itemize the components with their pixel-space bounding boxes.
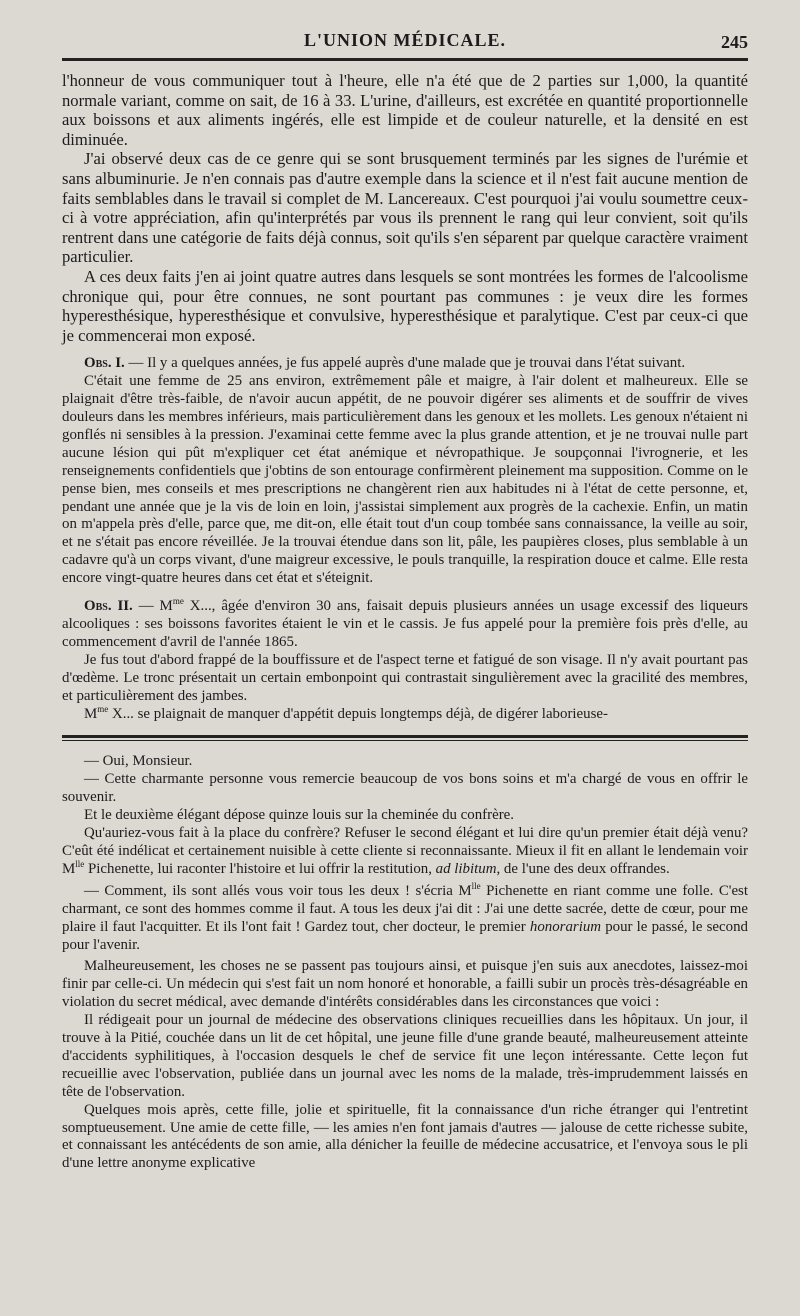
main-paragraph-3: A ces deux faits j'en ai joint quatre autres dans lesquels se sont montrées les formes de l'alcoolisme chronique qui, pour être connues, ne sont pourtant pas communes : je veux dire les formes hyperesthésique, hyperesthésique et convulsive, hyperesthésique et paralytique. C'est par ceux-ci que je commencerai mon exposé. [62, 266, 748, 345]
obs2-last-b: X... se plaignait de manquer d'appétit depuis longtemps déjà, de digérer laborieuse- [108, 705, 608, 722]
feuilleton-p4-b: Pichenette, lui raconter l'histoire et lui offrir la restitution, [84, 860, 436, 877]
feuilleton-p5-c: pour le passé, le second pour l'avenir. [62, 918, 748, 953]
observations [62, 355, 748, 723]
feuilleton-p7: Il rédigeait pour un journal de médecine des observations cliniques recueillies dans les hôpitaux. Un jour, il trouve à la Pitié, couchée dans un lit de cet hôpital, une jeune fille d'une grande beauté, malheureusement atteinte d'accidents syphilitiques, à l'occasion desquels le chef de service fit une leçon intéressante. Cette leçon fut recueillie avec l'observation, publiée dans un journal avec les noms de la malade, très-imprudemment laissés en tête de l'observation. [62, 1012, 748, 1100]
obs2-last-a: M [84, 705, 98, 722]
obs2-text-b: X..., âgée d'environ 30 ans, faisait depuis plusieurs années un usage excessif des liqueurs alcooliques : ses boissons favorites étaient le vin et le cassis. Je fus appelé pour la première fois près d'elle, au commencement d'avril de l'année 1865. [62, 598, 749, 650]
feuilleton-section [62, 753, 748, 1173]
page-number: 245 [721, 32, 748, 52]
obs2-label: Obs. II. [84, 598, 133, 615]
main-article [62, 71, 748, 345]
obs2-body: Je fus tout d'abord frappé de la bouffissure et de l'aspect terne et fatigué de son visage. Il n'y avait pourtant pas d'œdème. Le tronc présentait un certain embonpoint qui contrastait singulièrement avec la gracilité des membres, et particulièrement des jambes. [62, 651, 748, 704]
main-paragraph-1: l'honneur de vous communiquer tout à l'heure, elle n'a été que de 2 parties sur 1,000, la quantité normale variant, comme on sait, de 16 à 33. L'urine, d'ailleurs, est excrétée en quantité proportionnelle aux boissons et aux aliments ingérés, elle est limpide et de couleur naturelle, et la densité en est diminuée. [62, 71, 748, 149]
feuilleton-p5-sup: lle [471, 880, 481, 891]
feuilleton-p5-a: — Comment, ils sont allés vous voir tous les deux ! s'écria M [84, 882, 472, 899]
feuilleton-p8: Quelques mois après, cette fille, jolie et spirituelle, fit la connaissance d'un riche étranger qui l'entretint somptueusement. Une amie de cette fille, — les amies n'en font jamais d'autres — jalouse de cette richesse subite, et connaissant les antécédents de son amie, alla dénicher la feuille de médecine accusatrice, et l'envoya sous le pli d'une lettre anonyme explicative [62, 1101, 748, 1172]
feuilleton-p4-c: , de l'une des deux offrandes. [496, 860, 670, 877]
feuilleton-p1: — Oui, Monsieur. [84, 753, 193, 770]
obs1-label: Obs. I. [84, 355, 125, 372]
obs1-intro-text: — Il y a quelques années, je fus appelé auprès d'une malade que je trouvai dans l'état suivant. [124, 355, 686, 372]
running-title: L'UNION MÉDICALE. [303, 30, 507, 50]
obs2-last [62, 703, 748, 724]
main-paragraph-2: J'ai observé deux cas de ce genre qui se sont brusquement terminés par les signes de l'urémie et sans albuminurie. Je n'en connais pas d'autre exemple dans la science et il n'est fait aucune mention de faits semblables dans le travail si complet de M. Lancereaux. C'est pourquoi j'ai voulu soumettre ceux-ci à votre appréciation, afin qu'interprétés par vous ils prennent le rang qui leur convient, soit qu'ils rentrent dans une catégorie de faits déjà connus, soit qu'ils s'en séparent par quelque caractère vraiment particulier. [62, 149, 748, 267]
obs2-last-sup: me [97, 703, 109, 714]
obs1-body: C'était une femme de 25 ans environ, extrêmement pâle et maigre, à l'air dolent et malheureux. Elle se plaignait d'être très-faible, de n'avoir aucun appétit, de ne pouvoir digérer ses aliments et de souffrir de vives douleurs dans les membres inférieurs, mais particulièrement dans les genoux et les mollets. Les genoux n'étaient ni gonflés ni sensibles à la pression. J'examinai cette femme avec la plus grande attention, et je ne trouvai nulle part aucune lésion qui pût m'expliquer cet état anémique et névropathique. Je soupçonnai l'ivrognerie, et les renseignements confidentiels que j'obtins de son entourage confirmèrent pleinement ma supposition. Comme on le pense bien, mes conseils et mes prescriptions ne changèrent rien aux habitudes ni à l'état de cette personne, et, pendant une année que je la vis de loin en loin, j'assistai simplement aux progrès de la cachexie. Enfin, un matin on m'appela près d'elle, parce que, me dit-on, elle était tout d'un coup tombée sans connaissance, la veille au soir, et ne s'était pas encore réveillée. Je la trouvai étendue dans son lit, pâle, les paupières closes, plus semblable à un cadavre qu'à un corps vivant, d'une maigreur excessive, le pouls tranquille, la respiration douce et calme. Elle resta encore vingt-quatre heures dans cet état et s'éteignit. [62, 373, 748, 587]
obs2-text-a: — M [132, 598, 173, 615]
feuilleton-p6: Malheureusement, les choses ne se passent pas toujours ainsi, et puisque j'en suis aux anecdotes, laissez-moi finir par celle-ci. Un médecin qui s'est fait un nom honoré et honorable, a failli subir un procès très-désagréable en violation du secret médical, avec demande d'intérêts considérables dans les circonstances que voici : [62, 958, 748, 1011]
obs1-intro [62, 355, 748, 373]
feuilleton-p4-a: Qu'auriez-vous fait à la place du confrère? Refuser le second élégant et lui dire qu'un premier était déjà venu? C'eût été indélicat et certainement nuisible à cette cliente si reconnaissante. Mieux il fit en allant le lendemain voir M [62, 825, 748, 877]
obs2-sup: me [172, 596, 184, 607]
feuilleton-p3: Et le deuxième élégant dépose quinze louis sur la cheminée du confrère. [84, 807, 515, 824]
feuilleton-p5-italic: honorarium [529, 918, 602, 935]
feuilleton-p4 [62, 825, 748, 879]
feuilleton-p5-b: Pichenette en riant comme une folle. C'est charmant, ce sont des hommes comme il faut. A tous les deux j'ai dit : J'ai une dette sacrée, dette de cœur, pour me plaire il faut l'acquitter. Et ils l'ont fait ! Gardez tout, cher docteur, le premier [62, 882, 748, 935]
feuilleton-p4-sup: lle [75, 858, 85, 869]
page-header [62, 0, 748, 61]
feuilleton-divider [62, 735, 748, 741]
feuilleton-p2: — Cette charmante personne vous remercie beaucoup de vos bons soins et m'a chargé de vous en offrir le souvenir. [62, 771, 748, 806]
feuilleton-p5 [62, 880, 748, 955]
feuilleton-p4-italic: ad libitum [435, 860, 497, 877]
obs2-intro [62, 598, 748, 652]
